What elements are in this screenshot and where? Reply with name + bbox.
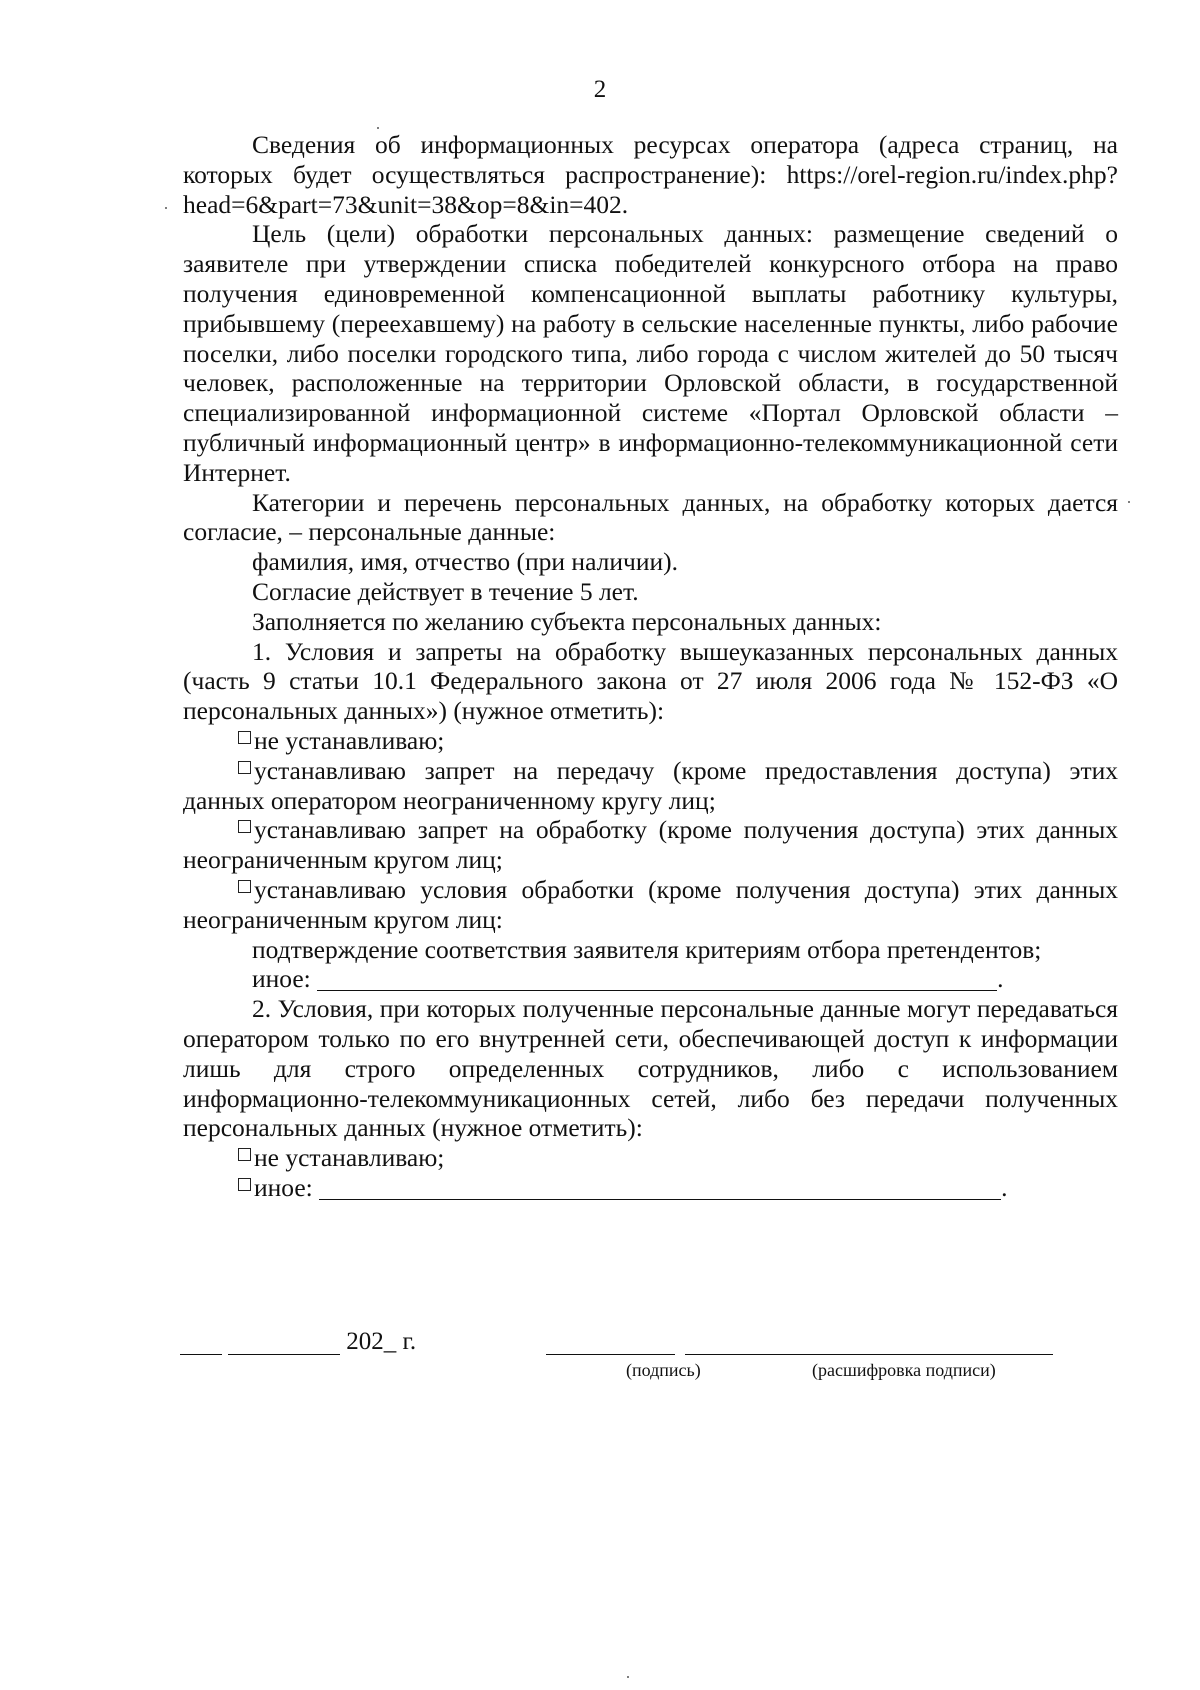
validity-paragraph: Согласие действует в течение 5 лет. xyxy=(252,576,639,606)
checkbox[interactable] xyxy=(238,1178,251,1191)
item1-paragraph: 1. Условия и запреты на обработку вышеуказанных персональных данных (часть 9 статьи 10.1 Федерального закона от 27 июля 2006 года № 152-ФЗ «О персональных данных») (нужное отметить): xyxy=(183,636,1118,726)
signature-decode-caption: (расшифровка подписи) xyxy=(812,1360,996,1380)
categories-list: фамилия, имя, отчество (при наличии). xyxy=(252,547,678,577)
signature-caption: (подпись) xyxy=(626,1360,701,1380)
checkbox[interactable] xyxy=(238,880,251,893)
option-label: устанавливаю условия обработки (кроме получения доступа) этих данных неограниченным кругом лиц: xyxy=(183,874,1118,934)
item1-option-no-restrictions xyxy=(183,726,1118,756)
signature-decode-line[interactable] xyxy=(685,1354,1053,1355)
item1-option-processing-ban xyxy=(183,815,1118,875)
page-number: 2 xyxy=(593,76,607,103)
resources-paragraph: Сведения об информационных ресурсах оператора (адреса страниц, на которых будет осуществляться распространение): https://orel-region.ru/index.php?head=6&part=73&unit=38&op=8&in=402. xyxy=(183,130,1118,219)
option-label: устанавливаю запрет на передачу (кроме предоставления доступа) этих данных оператором неограниченному кругу лиц; xyxy=(183,755,1118,815)
item1-option-transfer-ban xyxy=(183,756,1118,816)
checkbox[interactable] xyxy=(238,761,251,774)
checkbox[interactable] xyxy=(238,731,251,744)
option-label: не устанавливаю; xyxy=(254,725,445,755)
date-field xyxy=(180,1328,416,1356)
scan-speck xyxy=(627,1676,629,1678)
item1-condition-text: подтверждение соответствия заявителя критериям отбора претендентов; xyxy=(252,934,1042,964)
scan-speck xyxy=(1128,501,1130,503)
year-label: 202_ г. xyxy=(346,1328,417,1355)
option-label: устанавливаю запрет на обработку (кроме получения доступа) этих данных неограниченным кругом лиц; xyxy=(183,815,1118,875)
item1-option-conditions xyxy=(183,875,1118,935)
item1-other-line: иное: . xyxy=(252,964,1004,994)
checkbox[interactable] xyxy=(238,820,251,833)
optional-paragraph: Заполняется по желанию субъекта персональных данных: xyxy=(252,606,882,636)
document-body xyxy=(183,130,1118,1203)
month-blank[interactable] xyxy=(228,1332,340,1355)
scan-speck xyxy=(165,207,167,209)
other-label: иное: xyxy=(254,1172,313,1202)
other-label: иное: xyxy=(252,964,311,994)
item2-option-no-restrictions xyxy=(183,1143,1118,1173)
purpose-paragraph: Цель (цели) обработки персональных данных: размещение сведений о заявителе при утверждении списка победителей конкурсного отбора на право получения единовременной компенсационной выплаты работнику культуры, прибывшему (переехавшему) на работу в сельские населенные пункты, либо рабочие поселки, либо поселки городского типа, либо города с числом жителей до 50 тысяч человек, расположенные на территории Орловской области, в государственной специализированной информационной системе «Портал Орловской области – публичный информационный центр» в информационно-телекоммуникационной сети Интернет. xyxy=(183,219,1118,487)
item2-option-other: иное: . xyxy=(183,1173,1118,1203)
other-input-line[interactable] xyxy=(317,968,997,991)
other-input-line[interactable] xyxy=(319,1177,1001,1200)
checkbox[interactable] xyxy=(238,1148,251,1161)
categories-paragraph: Категории и перечень персональных данных, на обработку которых дается согласие, – персональные данные: xyxy=(183,487,1118,547)
day-blank[interactable] xyxy=(180,1332,222,1355)
item2-paragraph: 2. Условия, при которых полученные персональные данные могут передаваться оператором только по его внутренней сети, обеспечивающей доступ к информации лишь для строго определенных сотрудников, либо с использованием информационно-телекоммуникационных сетей, либо без передачи полученных персональных данных (нужное отметить): xyxy=(183,994,1118,1143)
scan-speck xyxy=(377,127,379,129)
option-label: не устанавливаю; xyxy=(254,1143,445,1173)
signature-line[interactable] xyxy=(546,1354,675,1355)
